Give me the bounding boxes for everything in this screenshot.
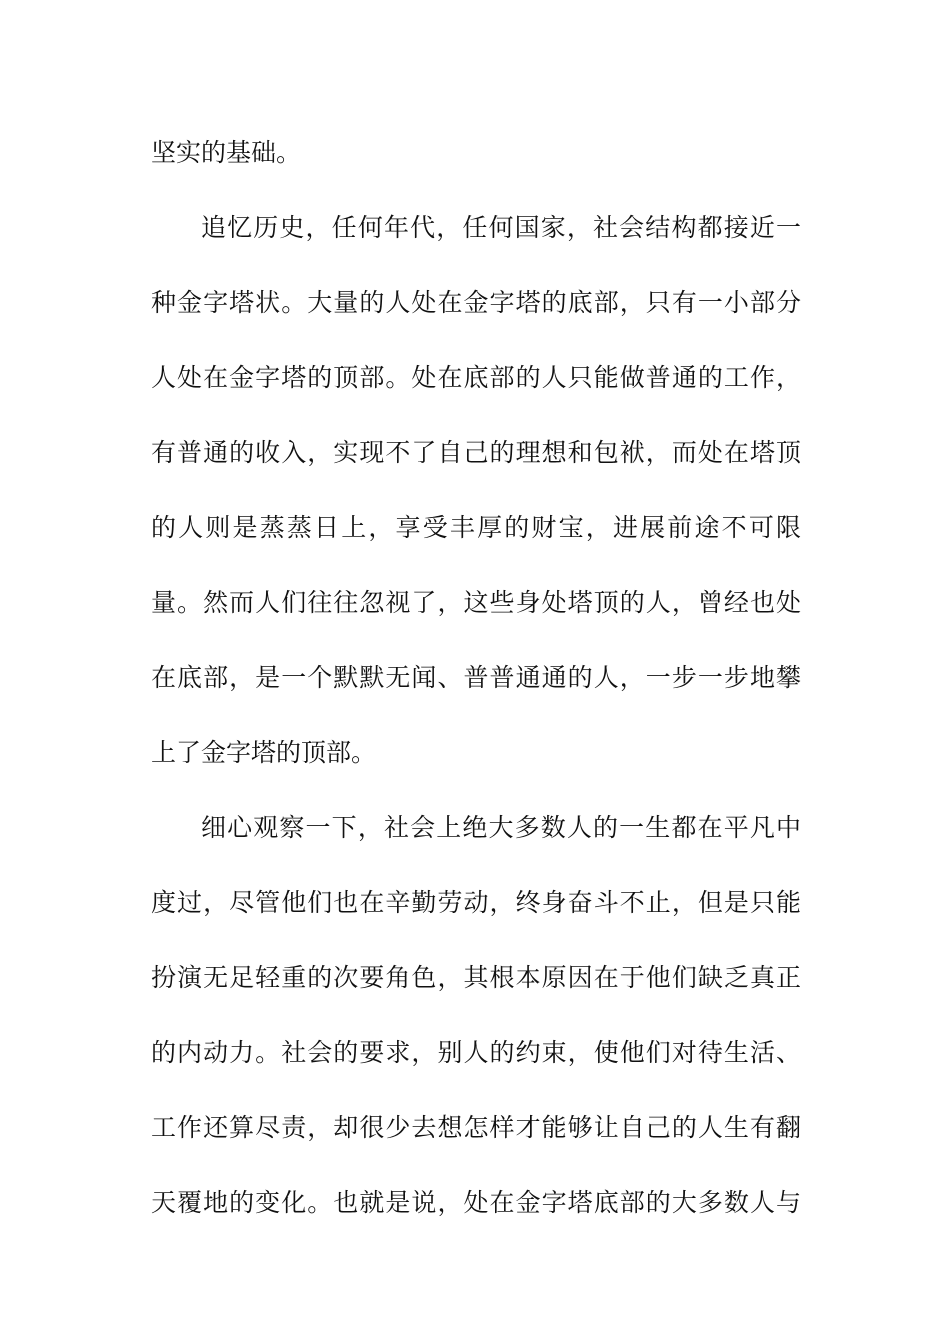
text-line: 工作还算尽责，却很少去想怎样才能够让自己的人生有翻 — [151, 1113, 801, 1142]
text-line: 天覆地的变化。也就是说，处在金字塔底部的大多数人与 — [151, 1188, 801, 1217]
paragraph-first-line: 细心观察一下，社会上绝大多数人的一生都在平凡中 — [201, 813, 801, 842]
text-line: 扮演无足轻重的次要角色，其根本原因在于他们缺乏真正 — [151, 963, 801, 992]
text-line: 的人则是蒸蒸日上，享受丰厚的财宝，进展前途不可限 — [151, 513, 801, 542]
text-line: 人处在金字塔的顶部。处在底部的人只能做普通的工作， — [151, 363, 801, 392]
paragraph-first-line: 追忆历史，任何年代，任何国家，社会结构都接近一 — [201, 213, 801, 242]
text-line: 在底部，是一个默默无闻、普普通通的人，一步一步地攀 — [151, 663, 801, 692]
text-line: 上了金字塔的顶部。 — [151, 738, 377, 767]
text-line: 有普通的收入，实现不了自己的理想和包袱，而处在塔顶 — [151, 438, 801, 467]
text-line: 坚实的基础。 — [151, 138, 302, 167]
text-line: 量。然而人们往往忽视了，这些身处塔顶的人，曾经也处 — [151, 588, 801, 617]
text-line: 的内动力。社会的要求，别人的约束，使他们对待生活、 — [151, 1038, 801, 1067]
text-line: 种金字塔状。大量的人处在金字塔的底部，只有一小部分 — [151, 288, 801, 317]
text-line: 度过，尽管他们也在辛勤劳动，终身奋斗不止，但是只能 — [151, 888, 801, 917]
